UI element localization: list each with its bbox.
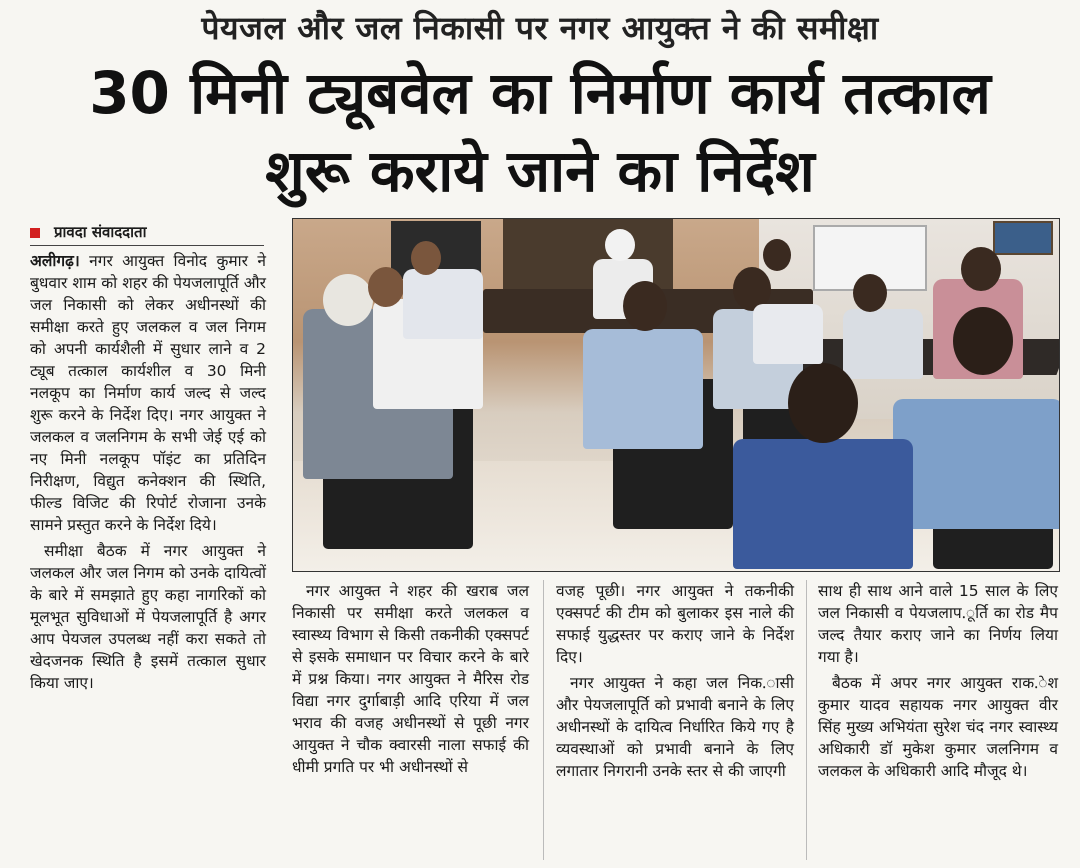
article-column-4 bbox=[818, 580, 1058, 786]
article-paragraph: वजह पूछी। नगर आयुक्त ने तकनीकी एक्सपर्ट की टीम को बुलाकर इस नाले की सफाई युद्धस्तर पर कराए जाने के निर्देश दिए। bbox=[556, 582, 794, 666]
article-column-3 bbox=[556, 580, 794, 786]
article-column-2 bbox=[292, 580, 529, 782]
byline bbox=[30, 222, 264, 246]
article-paragraph: नगर आयुक्त ने शहर की खराब जल निकासी पर समीक्षा करते जलकल व स्वास्थ्य विभाग से किसी तकनीकी एक्सपर्ट से इसके समाधान पर विचार करने के बारे में प्रश्न किया। नगर आयुक्त ने मैरिस रोड विद्या नगर दुर्गाबाड़ी आदि एरिया में जल भराव की वजह अधीनस्थों से पूछी नगर आयुक्त ने चौक क्वारसी नाला सफाई की धीमी प्रगति पर भी अधीनस्थों से bbox=[292, 582, 529, 776]
article-paragraph: साथ ही साथ आने वाले 15 साल के लिए जल निकासी व पेयजलाप.ूर्ति का रोड मैप जल्द तैयार कराए जाने का निर्णय लिया गया है। bbox=[818, 582, 1058, 666]
main-headline-line2: शुरू कराये जाने का निर्देश bbox=[265, 137, 815, 205]
article-paragraph: समीक्षा बैठक में नगर आयुक्त ने जलकल और जल निगम को उनके दायित्वों के बारे में समझाते हुए कहा नागरिकों को मूलभूत सुविधाओं में पेयजलापूर्ति है अगर आप पेयजल उपलब्ध नहीं करा सकते तो खेदजनक स्थिति है इसमें तत्काल सुधार किया जाए। bbox=[30, 542, 266, 692]
article-paragraph: बैठक में अपर नगर आयुक्त राक.ेश कुमार यादव सहायक नगर आयुक्त वीर सिंह मुख्य अभियंता सुरेश चंद नगर स्वास्थ्य अधिकारी डॉ मुकेश कुमार जलनिगम व जलकल के अधिकारी आदि मौजूद थे। bbox=[818, 674, 1058, 780]
kicker-headline: पेयजल और जल निकासी पर नगर आयुक्त ने की समीक्षा bbox=[201, 9, 879, 47]
main-headline-line1: 30 मिनी ट्यूबवेल का निर्माण कार्य तत्काल bbox=[89, 59, 991, 127]
byline-marker-icon bbox=[30, 228, 40, 238]
article-column-1 bbox=[30, 250, 266, 698]
dateline: अलीगढ़। bbox=[30, 252, 80, 270]
meeting-photo bbox=[292, 218, 1060, 572]
article-paragraph: अलीगढ़। नगर आयुक्त विनोद कुमार ने बुधवार शाम को शहर की पेयजलापूर्ति और जल निकासी को लेकर अधीनस्थों की समीक्षा करते हुए जलकल व जल निगम को अपनी कार्यशैली में सुधार लाने व 2 ट्यूब तत्काल कार्यशील व 30 मिनी नलकूप का निर्माण कार्य जल्द से जल्द शुरू करने के निर्देश दिए। नगर आयुक्त ने जलकल व जलनिगम के सभी जेई एई को नए मिनी नलकूप पॉइंट का प्रतिदिन निरीक्षण, विद्युत कनेक्शन की स्थिति, फील्ड विजिट की रिपोर्ट रोजाना उनके सामने प्रस्तुत करने के निर्देश दिये। bbox=[30, 252, 266, 534]
byline-text: प्रावदा संवाददाता bbox=[54, 223, 147, 241]
article-paragraph: नगर आयुक्त ने कहा जल निक.ासी और पेयजलापूर्ति को प्रभावी बनाने के लिए अधीनस्थों के दायित्व निर्धारित किये गए है व्यवस्थाओं को प्रभावी बनाने के लिए लगातार निगरानी उनके स्तर से की जाएगी bbox=[556, 674, 794, 780]
